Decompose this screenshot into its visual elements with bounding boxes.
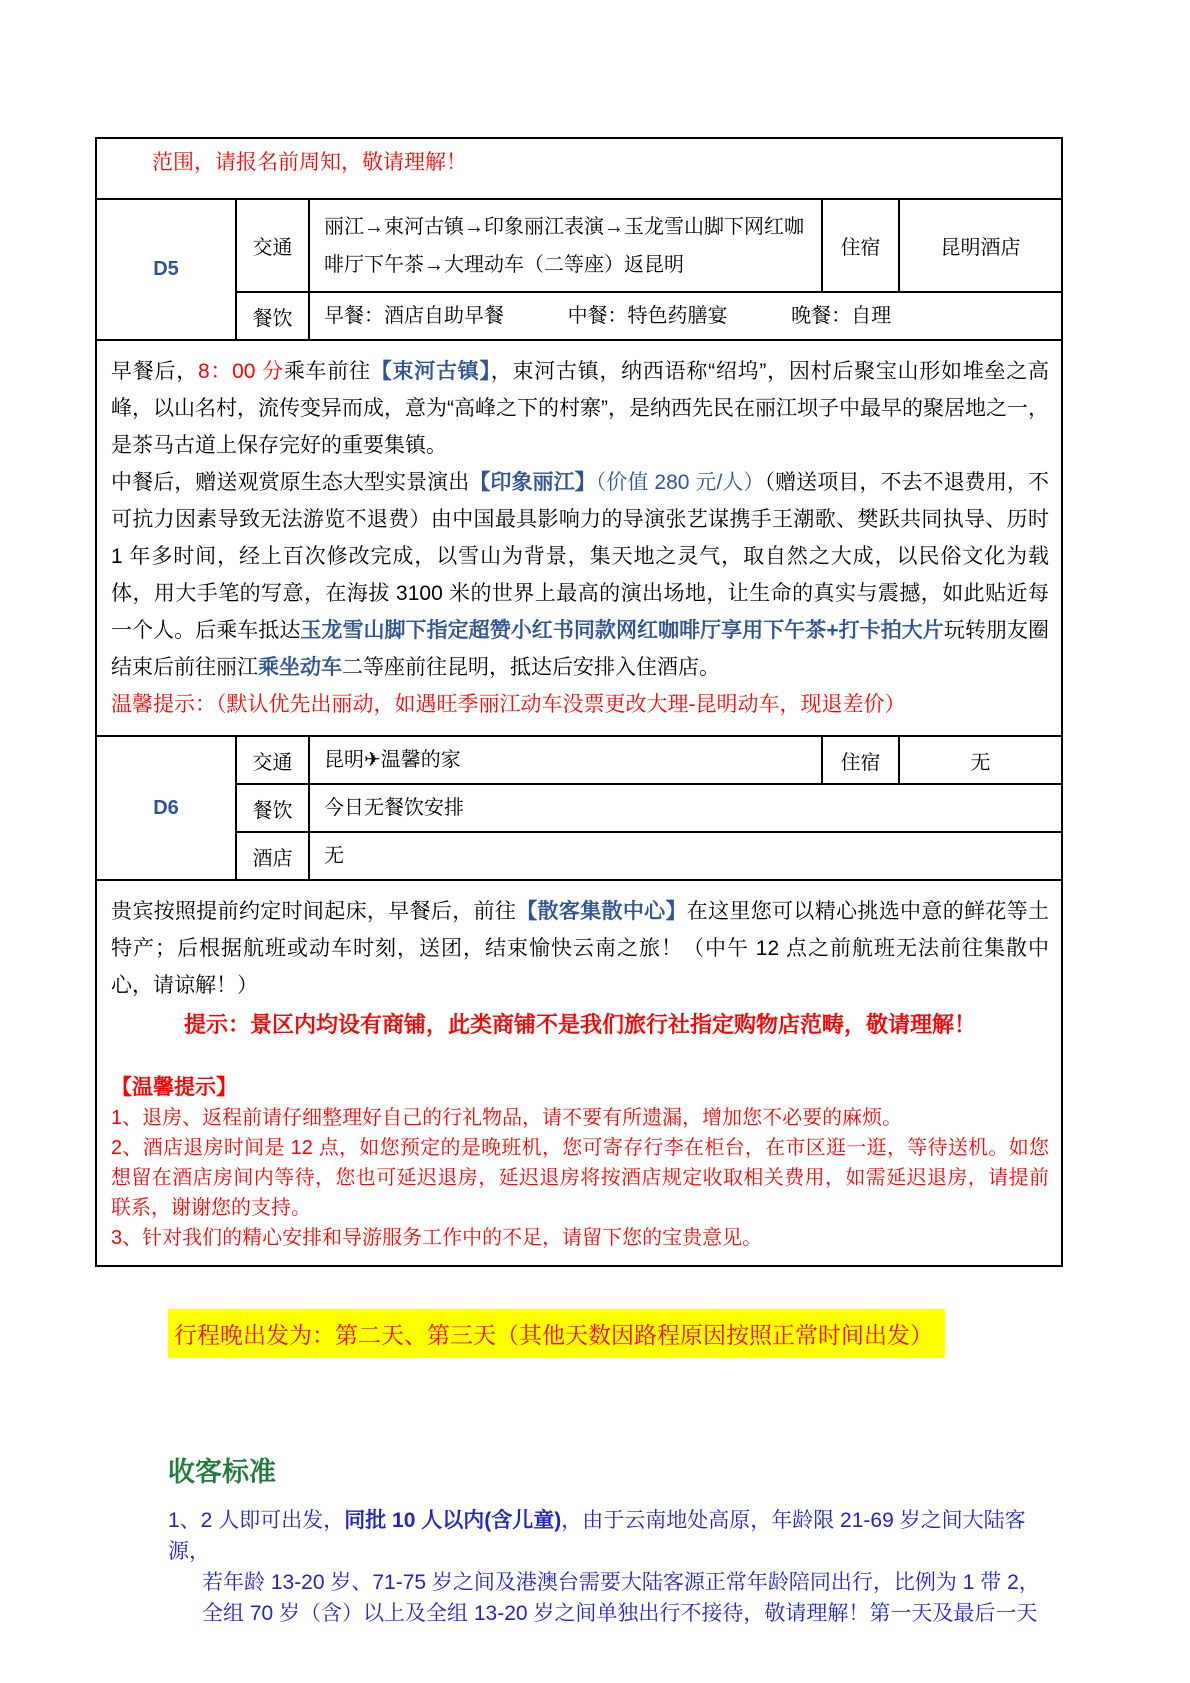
top-note-box bbox=[95, 137, 1063, 200]
day6-hotel-label: 酒店 bbox=[236, 832, 309, 880]
day6-meals-label: 餐饮 bbox=[236, 784, 309, 832]
late-departure-note-wrap bbox=[168, 1309, 1063, 1358]
day5-label: D5 bbox=[96, 199, 236, 340]
day6-table bbox=[95, 735, 1063, 881]
day5-description-box bbox=[95, 341, 1063, 737]
day6-transport-route: 昆明✈温馨的家 bbox=[309, 736, 822, 784]
top-note-text: 范围，请报名前周知，敬请理解！ bbox=[152, 151, 467, 174]
spacer bbox=[111, 1043, 1049, 1073]
day5-transport-label: 交通 bbox=[236, 199, 309, 292]
day6-hotel-value: 无 bbox=[309, 832, 1062, 880]
standards-line-2: 若年龄 13-20 岁、71-75 岁之间及港澳台需要大陆客源正常年龄陪同出行，比例为 1 带 2， bbox=[202, 1571, 1040, 1594]
day6-meals-row bbox=[96, 784, 1062, 832]
day5-train-tip: 温馨提示：（默认优先出丽动，如遇旺季丽江动车没票更改大理-昆明动车，现退差价） bbox=[111, 693, 906, 716]
day5-transport-route: 丽江→束河古镇→印象丽江表演→玉龙雪山脚下网红咖啡厅下午茶→大理动车（二等座）返昆明 bbox=[309, 199, 822, 292]
day5-breakfast: 早餐：酒店自助早餐 bbox=[324, 305, 504, 327]
document-content bbox=[95, 137, 1063, 1629]
warm-tip-item-3: 3、针对我们的精心安排和导游服务工作中的不足，请留下您的宝贵意见。 bbox=[111, 1227, 763, 1249]
day5-meals-label: 餐饮 bbox=[236, 292, 309, 340]
shop-notice: 提示：景区内均设有商铺，此类商铺不是我们旅行社指定购物店范畴，敬请理解！ bbox=[183, 1012, 976, 1037]
day5-meals-value bbox=[309, 292, 1062, 340]
day6-label: D6 bbox=[96, 736, 236, 880]
standards-line-3: 全组 70 岁（含）以上及全组 13-20 岁之间单独出行不接待，敬请理解！第一天及最后一天 bbox=[202, 1602, 1038, 1625]
day6-lodging-value: 无 bbox=[899, 736, 1062, 784]
day5-transport-row bbox=[96, 199, 1062, 292]
day5-meals-row bbox=[96, 292, 1062, 340]
warm-tip-item-2: 2、酒店退房时间是 12 点，如您预定的是晚班机，您可寄存行李在柜台，在市区逛一逛，等待送机。如您想留在酒店房间内等待，您也可延迟退房，延迟退房将按酒店规定收取相关费用，如需延迟退房，请提前联系，谢谢您的支持。 bbox=[111, 1137, 1049, 1219]
standards-heading: 收客标准 bbox=[168, 1457, 276, 1487]
day5-paragraph-shuhe: 早餐后，8：00 分乘车前往【束河古镇】，束河古镇，纳西语称“绍坞”，因村后聚宝山形如堆垒之高峰，以山名村，流传变异而成，意为“高峰之下的村寨”，是纳西先民在丽江坝子中最早的聚居地之一，是茶马古道上保存完好的重要集镇。 bbox=[111, 360, 1050, 457]
warm-tip-item-1: 1、退房、返程前请仔细整理好自己的行礼物品，请不要有所遗漏，增加您不必要的麻烦。 bbox=[111, 1107, 903, 1129]
standards-line-1: 1、2 人即可出发，同批 10 人以内(含儿童)，由于云南地处高原，年龄限 21-69 岁之间大陆客源， bbox=[168, 1509, 1026, 1563]
day6-hotel-row bbox=[96, 832, 1062, 880]
day5-lunch: 中餐：特色药膳宴 bbox=[567, 305, 728, 327]
day5-lodging-label: 住宿 bbox=[822, 199, 899, 292]
warm-tips-heading: 【温馨提示】 bbox=[111, 1076, 237, 1099]
day6-lodging-label: 住宿 bbox=[822, 736, 899, 784]
standards-paragraph bbox=[168, 1505, 1063, 1629]
day6-transport-row bbox=[96, 736, 1062, 784]
day5-table bbox=[95, 198, 1063, 341]
late-departure-note: 行程晚出发为：第二天、第三天（其他天数因路程原因按照正常时间出发） bbox=[168, 1309, 945, 1358]
day5-paragraph-impression: 中餐后，赠送观赏原生态大型实景演出【印象丽江】（价值 280 元/人）（赠送项目，不去不退费用，不可抗力因素导致无法游览不退费）由中国最具影响力的导演张艺谋携手王潮歌、樊跃共同执导、历时 1 年多时间，经上百次修改完成，以雪山为背景，集天地之灵气，取自然之大成，以民俗文化为载体，用大手笔的写意，在海拔 3100 米的世界上最高的演出场地，让生命的真实与震撼，如此贴近每一个人。后乘车抵达玉龙雪山脚下指定超赞小红书同款网红咖啡厅享用下午茶+打卡拍大片玩转朋友圈 结束后前往丽江乘坐动车二等座前往昆明，抵达后安排入住酒店。 bbox=[111, 471, 1050, 679]
day6-description-box bbox=[95, 881, 1063, 1267]
day5-lodging-value: 昆明酒店 bbox=[899, 199, 1062, 292]
day6-paragraph-departure: 贵宾按照提前约定时间起床，早餐后，前往【散客集散中心】在这里您可以精心挑选中意的鲜花等土特产；后根据航班或动车时刻，送团，结束愉快云南之旅！（中午 12 点之前航班无法前往集散中心，请谅解！） bbox=[111, 900, 1050, 997]
day6-meals-value: 今日无餐饮安排 bbox=[309, 784, 1062, 832]
day6-transport-label: 交通 bbox=[236, 736, 309, 784]
day5-dinner: 晚餐：自理 bbox=[791, 305, 892, 327]
